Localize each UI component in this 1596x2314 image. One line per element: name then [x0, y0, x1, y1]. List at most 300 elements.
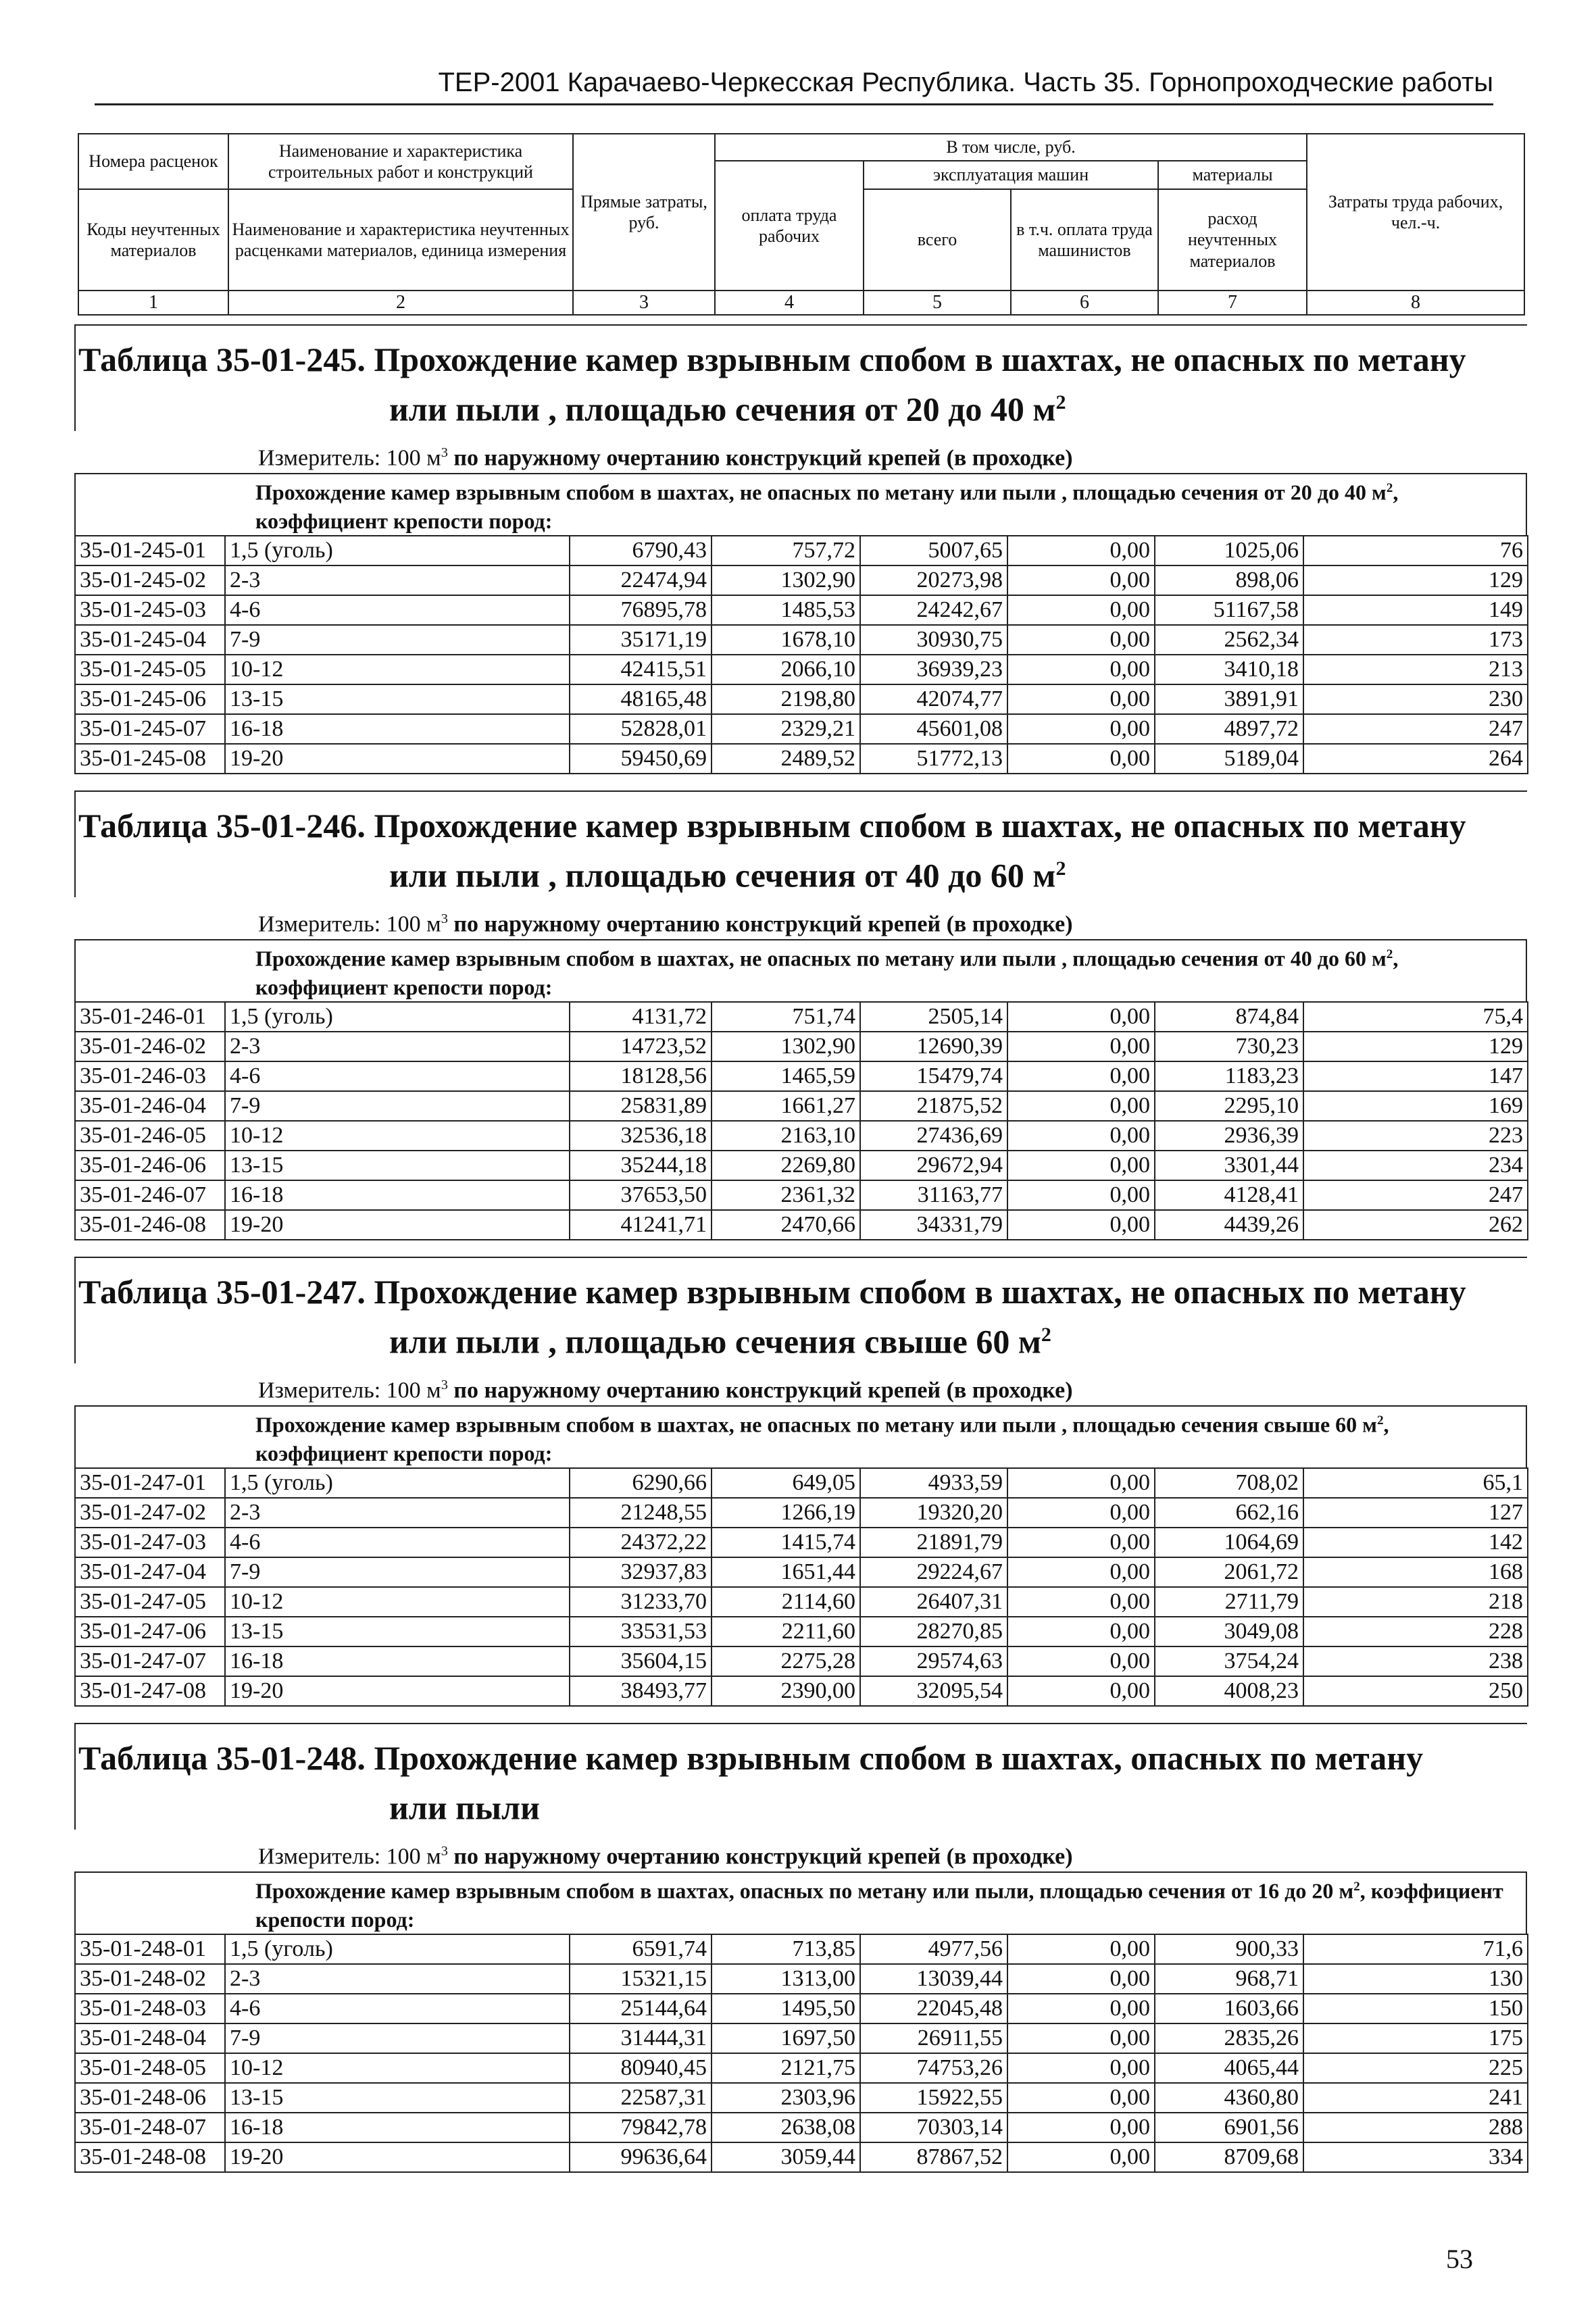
table-cell: 0,00 [1007, 655, 1155, 684]
section-intro [74, 939, 1527, 1001]
table-row [75, 1002, 1528, 1032]
table-cell: 4-6 [225, 1061, 570, 1091]
table-cell: 12690,39 [860, 1032, 1007, 1061]
column-number: 1 [78, 291, 228, 315]
measure-label: Измеритель: 100 м [258, 1843, 441, 1869]
table-cell: 129 [1303, 1032, 1528, 1061]
table-cell: 35-01-247-08 [75, 1676, 225, 1706]
table-cell: 18128,56 [570, 1061, 712, 1091]
table-cell: 2198,80 [712, 684, 860, 714]
header-work-name: Наименование и характеристика строительных работ и конструкций [228, 134, 573, 189]
table-cell: 2-3 [225, 1498, 570, 1528]
table-row [75, 595, 1528, 625]
table-cell: 16-18 [225, 2113, 570, 2142]
table-cell: 713,85 [712, 1934, 860, 1964]
table-cell: 8709,68 [1155, 2142, 1303, 2172]
table-cell: 0,00 [1007, 2113, 1155, 2142]
table-cell: 0,00 [1007, 1121, 1155, 1151]
table-cell: 238 [1303, 1646, 1528, 1676]
table-cell: 1415,74 [712, 1528, 860, 1557]
measure-text: по наружному очертанию конструкций крепей (в проходке) [447, 1843, 1073, 1869]
measure-label: Измеритель: 100 м [258, 1377, 441, 1403]
table-cell: 15321,15 [570, 1964, 712, 1994]
table-cell: 75,4 [1303, 1002, 1528, 1032]
table-cell: 22474,94 [570, 565, 712, 595]
table-cell: 20273,98 [860, 565, 1007, 595]
header-machines: эксплуатация машин [864, 161, 1158, 189]
measure-text: по наружному очертанию конструкций крепей (в проходке) [447, 445, 1073, 470]
intro-text: Прохождение камер взрывным спобом в шахтах, опасных по метану или пыли, площадью сечения от 16 до 20 м [255, 1878, 1354, 1903]
table-cell: 1313,00 [712, 1964, 860, 1994]
table-cell: 247 [1303, 714, 1528, 744]
table-cell: 262 [1303, 1210, 1528, 1240]
table-cell: 19-20 [225, 2142, 570, 2172]
table-cell: 0,00 [1007, 1617, 1155, 1646]
table-title-line2: или пыли , площадью сечения от 20 до 40 м [389, 390, 1056, 428]
table-row [75, 1091, 1528, 1121]
table-row [75, 1528, 1528, 1557]
table-cell: 130 [1303, 1964, 1528, 1994]
table-cell: 35-01-247-04 [75, 1557, 225, 1587]
table-cell: 35-01-247-07 [75, 1646, 225, 1676]
table-cell: 264 [1303, 744, 1528, 774]
table-cell: 0,00 [1007, 2023, 1155, 2053]
table-cell: 225 [1303, 2053, 1528, 2083]
table-cell: 7-9 [225, 625, 570, 655]
table-row [75, 2023, 1528, 2053]
table-cell: 142 [1303, 1528, 1528, 1557]
table-cell: 32937,83 [570, 1557, 712, 1587]
table-cell: 24372,22 [570, 1528, 712, 1557]
table-cell: 35-01-246-07 [75, 1180, 225, 1210]
table-cell: 0,00 [1007, 1002, 1155, 1032]
table-title [74, 790, 1527, 897]
table-cell: 59450,69 [570, 744, 712, 774]
table-cell: 4-6 [225, 1994, 570, 2023]
table-title-line1: Таблица 35-01-247. Прохождение камер взрывным спобом в шахтах, не опасных по метану [78, 1273, 1466, 1311]
rate-rows [74, 535, 1528, 774]
table-cell: 2-3 [225, 565, 570, 595]
table-cell: 0,00 [1007, 1528, 1155, 1557]
table-cell: 19-20 [225, 1676, 570, 1706]
header-rate-number: Номера расценок [78, 134, 228, 189]
table-cell: 13-15 [225, 1617, 570, 1646]
rate-table-section [74, 1723, 1527, 2173]
table-title [74, 324, 1527, 431]
table-cell: 35-01-248-08 [75, 2142, 225, 2172]
superscript: 2 [1386, 947, 1393, 961]
table-cell: 4008,23 [1155, 1676, 1303, 1706]
table-cell: 149 [1303, 595, 1528, 625]
table-cell: 1495,50 [712, 1994, 860, 2023]
section-intro [74, 1871, 1527, 1934]
table-cell: 730,23 [1155, 1032, 1303, 1061]
measure-unit [74, 904, 1527, 939]
table-cell: 2269,80 [712, 1151, 860, 1180]
table-cell: 1678,10 [712, 625, 860, 655]
table-cell: 5007,65 [860, 536, 1007, 565]
measure-label: Измеритель: 100 м [258, 911, 441, 936]
intro-suffix: , коэффициент крепости пород: [255, 1878, 1503, 1932]
table-row [75, 744, 1528, 774]
table-cell: 35-01-248-01 [75, 1934, 225, 1964]
table-title [74, 1257, 1527, 1363]
table-cell: 13-15 [225, 2083, 570, 2113]
table-cell: 4-6 [225, 1528, 570, 1557]
table-cell: 2711,79 [1155, 1587, 1303, 1617]
table-cell: 3891,91 [1155, 684, 1303, 714]
table-cell: 35-01-245-02 [75, 565, 225, 595]
table-cell: 35-01-245-05 [75, 655, 225, 684]
table-cell: 4439,26 [1155, 1210, 1303, 1240]
table-cell: 1025,06 [1155, 536, 1303, 565]
table-cell: 288 [1303, 2113, 1528, 2142]
table-cell: 3059,44 [712, 2142, 860, 2172]
table-cell: 241 [1303, 2083, 1528, 2113]
table-cell: 649,05 [712, 1468, 860, 1498]
table-cell: 173 [1303, 625, 1528, 655]
table-cell: 3301,44 [1155, 1151, 1303, 1180]
table-cell: 35-01-248-06 [75, 2083, 225, 2113]
column-number: 8 [1307, 291, 1524, 315]
header-machines-total: всего [864, 189, 1011, 291]
table-cell: 15922,55 [860, 2083, 1007, 2113]
rate-table-section [74, 1257, 1527, 1707]
table-cell: 2295,10 [1155, 1091, 1303, 1121]
header-operator-pay: в т.ч. оплата труда машинистов [1011, 189, 1158, 291]
table-cell: 35-01-248-03 [75, 1994, 225, 2023]
rate-rows [74, 1934, 1528, 2173]
table-cell: 4131,72 [570, 1002, 712, 1032]
table-cell: 6790,43 [570, 536, 712, 565]
table-cell: 2211,60 [712, 1617, 860, 1646]
table-cell: 0,00 [1007, 1061, 1155, 1091]
measure-unit [74, 438, 1527, 473]
table-cell: 13-15 [225, 684, 570, 714]
table-row [75, 1676, 1528, 1706]
superscript: 2 [1055, 391, 1066, 413]
table-cell: 48165,48 [570, 684, 712, 714]
table-cell: 27436,69 [860, 1121, 1007, 1151]
table-cell: 29672,94 [860, 1151, 1007, 1180]
table-cell: 34331,79 [860, 1210, 1007, 1240]
intro-text: Прохождение камер взрывным спобом в шахтах, не опасных по метану или пыли , площадью сечения от 40 до 60 м [255, 946, 1387, 971]
rate-table-section [74, 790, 1527, 1240]
table-cell: 1266,19 [712, 1498, 860, 1528]
table-cell: 22045,48 [860, 1994, 1007, 2023]
table-row [75, 684, 1528, 714]
table-cell: 2489,52 [712, 744, 860, 774]
superscript: 3 [441, 445, 448, 460]
table-row [75, 1994, 1528, 2023]
table-cell: 250 [1303, 1676, 1528, 1706]
table-cell: 35-01-247-06 [75, 1617, 225, 1646]
table-cell: 21891,79 [860, 1528, 1007, 1557]
table-cell: 35-01-248-05 [75, 2053, 225, 2083]
table-cell: 7-9 [225, 2023, 570, 2053]
table-cell: 79842,78 [570, 2113, 712, 2142]
table-cell: 35-01-246-02 [75, 1032, 225, 1061]
table-title-line1: Таблица 35-01-245. Прохождение камер взрывным спобом в шахтах, не опасных по метану [78, 341, 1466, 378]
header-including: В том числе, руб. [715, 134, 1307, 161]
table-cell: 35-01-247-03 [75, 1528, 225, 1557]
table-cell: 0,00 [1007, 595, 1155, 625]
table-cell: 41241,71 [570, 1210, 712, 1240]
table-cell: 37653,50 [570, 1180, 712, 1210]
table-cell: 213 [1303, 655, 1528, 684]
table-cell: 0,00 [1007, 1151, 1155, 1180]
table-cell: 4897,72 [1155, 714, 1303, 744]
table-cell: 13-15 [225, 1151, 570, 1180]
table-cell: 0,00 [1007, 1557, 1155, 1587]
table-cell: 14723,52 [570, 1032, 712, 1061]
table-title-line2: или пыли , площадью сечения от 40 до 60 м [389, 856, 1056, 895]
table-cell: 1485,53 [712, 595, 860, 625]
superscript: 2 [1055, 857, 1066, 880]
table-cell: 35-01-247-01 [75, 1468, 225, 1498]
table-cell: 169 [1303, 1091, 1528, 1121]
table-cell: 21875,52 [860, 1091, 1007, 1121]
header-material-codes: Коды неучтенных материалов [78, 189, 228, 291]
table-cell: 24242,67 [860, 595, 1007, 625]
table-cell: 10-12 [225, 2053, 570, 2083]
section-intro [74, 1405, 1527, 1467]
table-cell: 0,00 [1007, 1091, 1155, 1121]
table-row [75, 1646, 1528, 1676]
table-cell: 52828,01 [570, 714, 712, 744]
table-row [75, 625, 1528, 655]
table-cell: 42074,77 [860, 684, 1007, 714]
table-cell: 751,74 [712, 1002, 860, 1032]
header-material-name: Наименование и характеристика неучтенных расценками материалов, единица измерения [228, 189, 573, 291]
table-cell: 35-01-246-04 [75, 1091, 225, 1121]
header-labor-costs: Затраты труда рабочих, чел.-ч. [1307, 134, 1524, 291]
table-cell: 7-9 [225, 1557, 570, 1587]
table-cell: 26911,55 [860, 2023, 1007, 2053]
table-cell: 35-01-245-03 [75, 595, 225, 625]
table-cell: 900,33 [1155, 1934, 1303, 1964]
superscript: 2 [1386, 480, 1393, 495]
table-cell: 0,00 [1007, 1587, 1155, 1617]
superscript: 2 [1353, 1879, 1360, 1894]
table-row [75, 1557, 1528, 1587]
table-cell: 0,00 [1007, 1934, 1155, 1964]
table-cell: 2121,75 [712, 2053, 860, 2083]
table-cell: 0,00 [1007, 536, 1155, 565]
table-cell: 1603,66 [1155, 1994, 1303, 2023]
table-row [75, 1617, 1528, 1646]
table-row [75, 1964, 1528, 1994]
table-row [75, 655, 1528, 684]
table-cell: 757,72 [712, 536, 860, 565]
table-cell: 1,5 (уголь) [225, 536, 570, 565]
table-cell: 0,00 [1007, 2053, 1155, 2083]
table-cell: 35-01-246-03 [75, 1061, 225, 1091]
table-title-line1: Таблица 35-01-246. Прохождение камер взрывным спобом в шахтах, не опасных по метану [78, 807, 1466, 845]
header-unaccounted-materials: расход неучтенных материалов [1158, 189, 1307, 291]
table-cell: 7-9 [225, 1091, 570, 1121]
table-cell: 6290,66 [570, 1468, 712, 1498]
intro-text: Прохождение камер взрывным спобом в шахтах, не опасных по метану или пыли , площадью сечения свыше 60 м [255, 1412, 1377, 1437]
table-cell: 1302,90 [712, 1032, 860, 1061]
table-cell: 968,71 [1155, 1964, 1303, 1994]
table-cell: 35-01-245-08 [75, 744, 225, 774]
intro-suffix: , коэффициент крепости пород: [255, 946, 1399, 999]
table-cell: 35-01-246-06 [75, 1151, 225, 1180]
table-cell: 2066,10 [712, 655, 860, 684]
table-cell: 2275,28 [712, 1646, 860, 1676]
table-cell: 10-12 [225, 655, 570, 684]
table-cell: 1661,27 [712, 1091, 860, 1121]
column-number: 2 [228, 291, 573, 315]
superscript: 3 [441, 911, 448, 926]
header-worker-pay: оплата труда рабочих [715, 161, 864, 291]
table-cell: 29574,63 [860, 1646, 1007, 1676]
table-cell: 6901,56 [1155, 2113, 1303, 2142]
table-row [75, 1934, 1528, 1964]
page-number: 53 [1446, 2244, 1473, 2274]
table-cell: 1064,69 [1155, 1528, 1303, 1557]
table-cell: 25144,64 [570, 1994, 712, 2023]
table-cell: 1697,50 [712, 2023, 860, 2053]
column-number: 7 [1158, 291, 1307, 315]
table-cell: 874,84 [1155, 1002, 1303, 1032]
table-cell: 35-01-245-01 [75, 536, 225, 565]
table-cell: 4360,80 [1155, 2083, 1303, 2113]
table-cell: 16-18 [225, 714, 570, 744]
table-cell: 0,00 [1007, 1498, 1155, 1528]
table-cell: 2163,10 [712, 1121, 860, 1151]
table-cell: 65,1 [1303, 1468, 1528, 1498]
table-cell: 1183,23 [1155, 1061, 1303, 1091]
table-row [75, 1468, 1528, 1498]
table-cell: 234 [1303, 1151, 1528, 1180]
table-cell: 1302,90 [712, 565, 860, 595]
rate-rows [74, 1001, 1528, 1240]
table-row [75, 2142, 1528, 2172]
table-cell: 1,5 (уголь) [225, 1002, 570, 1032]
superscript: 3 [441, 1377, 448, 1392]
section-intro [74, 473, 1527, 535]
table-cell: 0,00 [1007, 744, 1155, 774]
table-cell: 0,00 [1007, 1180, 1155, 1210]
table-cell: 33531,53 [570, 1617, 712, 1646]
table-cell: 2936,39 [1155, 1121, 1303, 1151]
table-cell: 13039,44 [860, 1964, 1007, 1994]
table-cell: 175 [1303, 2023, 1528, 2053]
table-cell: 31233,70 [570, 1587, 712, 1617]
table-cell: 2329,21 [712, 714, 860, 744]
table-cell: 0,00 [1007, 1210, 1155, 1240]
table-cell: 19-20 [225, 1210, 570, 1240]
intro-text: Прохождение камер взрывным спобом в шахтах, не опасных по метану или пыли , площадью сечения от 20 до 40 м [255, 480, 1387, 505]
table-cell: 150 [1303, 1994, 1528, 2023]
table-cell: 0,00 [1007, 1676, 1155, 1706]
table-row [75, 1032, 1528, 1061]
table-cell: 0,00 [1007, 1646, 1155, 1676]
column-number: 6 [1011, 291, 1158, 315]
table-cell: 4128,41 [1155, 1180, 1303, 1210]
table-cell: 42415,51 [570, 655, 712, 684]
table-cell: 35244,18 [570, 1151, 712, 1180]
table-cell: 1,5 (уголь) [225, 1468, 570, 1498]
table-cell: 2361,32 [712, 1180, 860, 1210]
rate-table-section [74, 324, 1527, 774]
table-cell: 76895,78 [570, 595, 712, 625]
table-cell: 31163,77 [860, 1180, 1007, 1210]
table-row [75, 1121, 1528, 1151]
table-cell: 228 [1303, 1617, 1528, 1646]
table-row [75, 2083, 1528, 2113]
table-title-line1: Таблица 35-01-248. Прохождение камер взрывным спобом в шахтах, опасных по метану [78, 1739, 1424, 1777]
table-cell: 4933,59 [860, 1468, 1007, 1498]
table-cell: 0,00 [1007, 1964, 1155, 1994]
intro-suffix: , коэффициент крепости пород: [255, 480, 1399, 533]
table-cell: 168 [1303, 1557, 1528, 1587]
table-cell: 708,02 [1155, 1468, 1303, 1498]
table-cell: 26407,31 [860, 1587, 1007, 1617]
measure-text: по наружному очертанию конструкций крепей (в проходке) [447, 1377, 1073, 1403]
table-cell: 35-01-246-01 [75, 1002, 225, 1032]
rate-rows [74, 1467, 1528, 1707]
table-cell: 51167,58 [1155, 595, 1303, 625]
table-cell: 16-18 [225, 1646, 570, 1676]
column-header-table [78, 133, 1525, 316]
table-cell: 0,00 [1007, 1032, 1155, 1061]
table-cell: 2638,08 [712, 2113, 860, 2142]
table-cell: 80940,45 [570, 2053, 712, 2083]
superscript: 3 [441, 1843, 448, 1859]
table-cell: 2470,66 [712, 1210, 860, 1240]
page-header: ТЕР-2001 Карачаево-Черкесская Республика. Часть 35. Горнопроходческие работы [95, 68, 1493, 105]
measure-text: по наружному очертанию конструкций крепей (в проходке) [447, 911, 1073, 936]
table-row [75, 2113, 1528, 2142]
column-number: 5 [864, 291, 1011, 315]
table-cell: 129 [1303, 565, 1528, 595]
table-row [75, 2053, 1528, 2083]
table-cell: 1465,59 [712, 1061, 860, 1091]
table-cell: 2562,34 [1155, 625, 1303, 655]
table-row [75, 1151, 1528, 1180]
table-cell: 4-6 [225, 595, 570, 625]
table-cell: 35-01-246-05 [75, 1121, 225, 1151]
table-cell: 0,00 [1007, 565, 1155, 595]
table-cell: 2114,60 [712, 1587, 860, 1617]
table-cell: 51772,13 [860, 744, 1007, 774]
table-cell: 1651,44 [712, 1557, 860, 1587]
header-materials: материалы [1158, 161, 1307, 189]
superscript: 2 [1376, 1413, 1384, 1428]
table-cell: 0,00 [1007, 714, 1155, 744]
table-cell: 25831,89 [570, 1091, 712, 1121]
table-cell: 45601,08 [860, 714, 1007, 744]
measure-unit [74, 1836, 1527, 1871]
table-cell: 147 [1303, 1061, 1528, 1091]
table-cell: 0,00 [1007, 1994, 1155, 2023]
table-cell: 2303,96 [712, 2083, 860, 2113]
table-cell: 35-01-245-06 [75, 684, 225, 714]
table-cell: 5189,04 [1155, 744, 1303, 774]
column-number: 4 [715, 291, 864, 315]
table-cell: 6591,74 [570, 1934, 712, 1964]
table-title [74, 1723, 1527, 1830]
table-cell: 87867,52 [860, 2142, 1007, 2172]
table-cell: 38493,77 [570, 1676, 712, 1706]
table-cell: 334 [1303, 2142, 1528, 2172]
table-cell: 32536,18 [570, 1121, 712, 1151]
table-cell: 15479,74 [860, 1061, 1007, 1091]
table-cell: 35-01-245-07 [75, 714, 225, 744]
